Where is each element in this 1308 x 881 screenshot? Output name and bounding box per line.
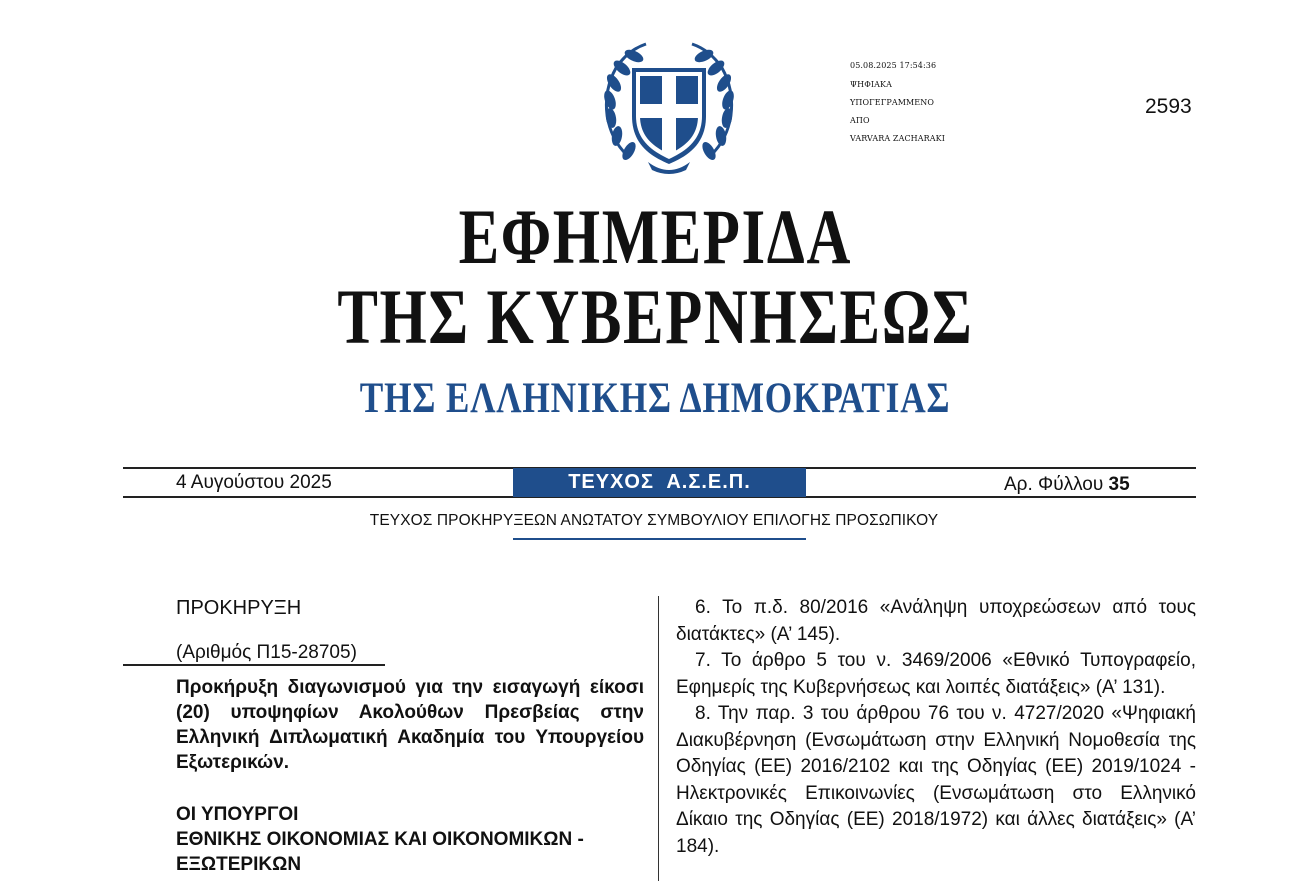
column-divider <box>658 596 659 881</box>
document-heading: ΠΡΟΚΗΡΥΞΗ <box>176 597 302 619</box>
series-description: ΤΕΥΧΟΣ ΠΡΟΚΗΡΥΞΕΩΝ ΑΝΩΤΑΤΟΥ ΣΥΜΒΟΥΛΙΟΥ ΕΠΙΛΟΓΗΣ ΠΡΟΣΩΠΙΚΟΥ <box>369 512 939 529</box>
series-underline <box>513 538 806 540</box>
masthead-title-line2: ΤΗΣ ΚΥΒΕΡΝΗΣΕΩΣ <box>337 273 974 360</box>
ministers-block <box>176 802 644 877</box>
number-underline <box>123 664 385 666</box>
masthead-subtitle: ΤΗΣ ΕΛΛΗΝΙΚΗΣ ΔΗΜΟΚΡΑΤΙΑΣ <box>359 375 951 422</box>
sheet-number-value: 35 <box>1108 474 1130 495</box>
issue-series-badge <box>513 468 806 497</box>
masthead-title-line1: ΕΦΗΜΕΡΙΔΑ <box>458 193 852 280</box>
paragraph: 6. Το π.δ. 80/2016 «Ανάληψη υποχρεώσεων από τους διατάκτες» (Α’ 145). <box>676 597 1196 645</box>
page-number: 2593 <box>1145 95 1192 118</box>
document-number: (Αριθμός Π15-28705) <box>176 642 357 663</box>
paragraph: 7. Το άρθρο 5 του ν. 3469/2006 «Εθνικό Τυπογραφείο, Εφημερίς της Κυβερνήσεως και λοιπές διατάξεις» (Α’ 131). <box>676 650 1196 698</box>
ministers-line: ΕΞΩΤΕΡΙΚΩΝ <box>176 854 302 875</box>
paragraph: 8. Την παρ. 3 του άρθρου 76 του ν. 4727/2020 «Ψηφιακή Διακυβέρνηση (Ενσωμάτωση στην Ελληνική Νομοθεσία της Οδηγίας (ΕΕ) 2016/2102 και της Οδηγίας (ΕΕ) 2019/1024 - Ηλεκτρονικές Επικοινωνίες (Ενσωμάτωση στο Ελληνικό Δίκαιο της Οδηγίας (ΕΕ) 2018/1972) και άλλες διατάξεις» (Α’ 184). <box>676 703 1196 857</box>
ministers-line: ΕΘΝΙΚΗΣ ΟΙΚΟΝΟΜΙΑΣ ΚΑΙ ΟΙΚΟΝΟΜΙΚΩΝ - <box>176 829 584 850</box>
sheet-number-label: Αρ. Φύλλου <box>1004 474 1104 495</box>
right-column <box>676 595 1196 860</box>
issue-series-label: ΤΕΥΧΟΣ Α.Σ.Ε.Π. <box>568 471 751 493</box>
document-title: Προκήρυξη διαγωνισμού για την εισαγωγή είκοσι (20) υποψηφίων Ακολούθων Πρεσβείας στην Ελληνική Διπλωματική Ακαδημία του Υπουργείου Εξωτερικών. <box>176 677 644 773</box>
signature-line: ΥΠΟΓΕΓΡΑΜΜΕΝΟ <box>850 98 934 107</box>
coat-of-arms-icon <box>598 38 740 178</box>
signature-line: ΑΠΟ <box>850 116 870 125</box>
signature-signer: VARVARA ZACHARAKI <box>850 134 945 143</box>
signature-line: ΨΗΦΙΑΚΑ <box>850 80 892 89</box>
signature-timestamp: 05.08.2025 17:54:36 <box>850 61 937 70</box>
sheet-number <box>1004 474 1130 496</box>
issue-date: 4 Αυγούστου 2025 <box>176 472 332 493</box>
ministers-line: ΟΙ ΥΠΟΥΡΓΟΙ <box>176 804 299 825</box>
